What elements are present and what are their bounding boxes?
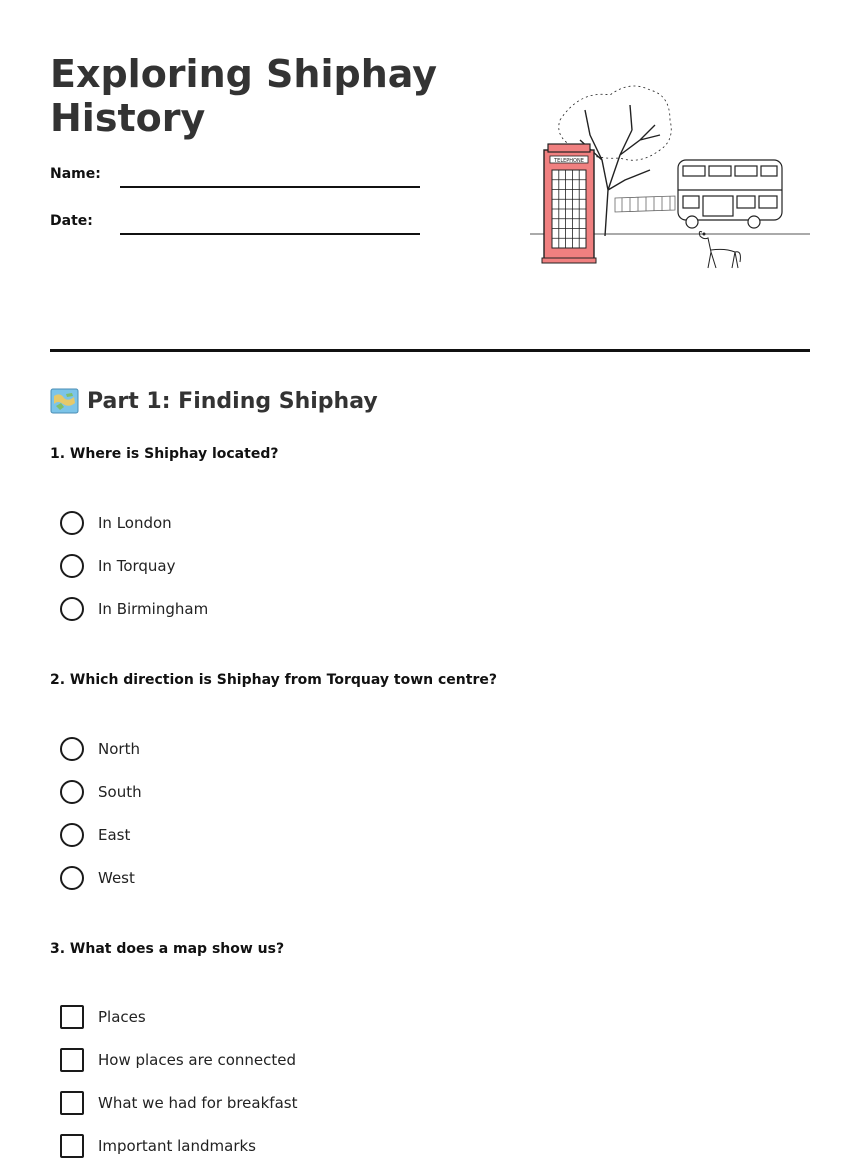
checkbox[interactable] bbox=[60, 1134, 84, 1158]
option-label: In Torquay bbox=[98, 557, 176, 575]
name-field[interactable] bbox=[120, 186, 420, 188]
date-label: Date: bbox=[50, 213, 93, 229]
option-label: In Birmingham bbox=[98, 600, 209, 618]
name-label: Name: bbox=[50, 166, 101, 182]
dog-icon bbox=[699, 232, 740, 269]
option-label: Important landmarks bbox=[98, 1137, 256, 1155]
q1-option-london[interactable] bbox=[60, 510, 172, 536]
checkbox[interactable] bbox=[60, 1048, 84, 1072]
option-label: What we had for breakfast bbox=[98, 1094, 298, 1112]
question-3: 3. What does a map show us? bbox=[50, 941, 285, 957]
telephone-box-icon bbox=[542, 144, 596, 263]
radio-button[interactable] bbox=[60, 597, 84, 621]
q2-option-north[interactable] bbox=[60, 736, 140, 762]
option-label: In London bbox=[98, 514, 172, 532]
option-label: Places bbox=[98, 1008, 146, 1026]
option-label: North bbox=[98, 740, 140, 758]
question-2: 2. Which direction is Shiphay from Torquay town centre? bbox=[50, 672, 497, 688]
option-label: How places are connected bbox=[98, 1051, 297, 1069]
fence-icon bbox=[615, 196, 675, 212]
date-field[interactable] bbox=[120, 233, 420, 235]
part1-heading-text: Part 1: Finding Shiphay bbox=[87, 388, 378, 414]
question-1: 1. Where is Shiphay located? bbox=[50, 446, 279, 462]
checkbox[interactable] bbox=[60, 1091, 84, 1115]
option-label: East bbox=[98, 826, 131, 844]
q2-option-south[interactable] bbox=[60, 779, 142, 805]
radio-button[interactable] bbox=[60, 780, 84, 804]
option-label: South bbox=[98, 783, 142, 801]
q2-option-west[interactable] bbox=[60, 865, 135, 891]
radio-button[interactable] bbox=[60, 511, 84, 535]
map-icon bbox=[50, 388, 79, 414]
q3-option-breakfast[interactable] bbox=[60, 1090, 298, 1116]
q3-option-places[interactable] bbox=[60, 1004, 146, 1030]
telephone-sign: TELEPHONE bbox=[554, 158, 584, 164]
checkbox[interactable] bbox=[60, 1005, 84, 1029]
telephone-box-tree-bus-dog-illustration bbox=[530, 80, 815, 275]
section-divider bbox=[50, 349, 810, 352]
radio-button[interactable] bbox=[60, 737, 84, 761]
worksheet-title: Exploring Shiphay History bbox=[50, 52, 437, 140]
q3-option-landmarks[interactable] bbox=[60, 1133, 256, 1159]
q1-option-torquay[interactable] bbox=[60, 553, 176, 579]
radio-button[interactable] bbox=[60, 554, 84, 578]
bus-icon bbox=[678, 160, 782, 228]
option-label: West bbox=[98, 869, 135, 887]
q1-option-birmingham[interactable] bbox=[60, 596, 209, 622]
radio-button[interactable] bbox=[60, 866, 84, 890]
q3-option-connected[interactable] bbox=[60, 1047, 297, 1073]
radio-button[interactable] bbox=[60, 823, 84, 847]
part1-heading bbox=[50, 388, 378, 414]
q2-option-east[interactable] bbox=[60, 822, 131, 848]
